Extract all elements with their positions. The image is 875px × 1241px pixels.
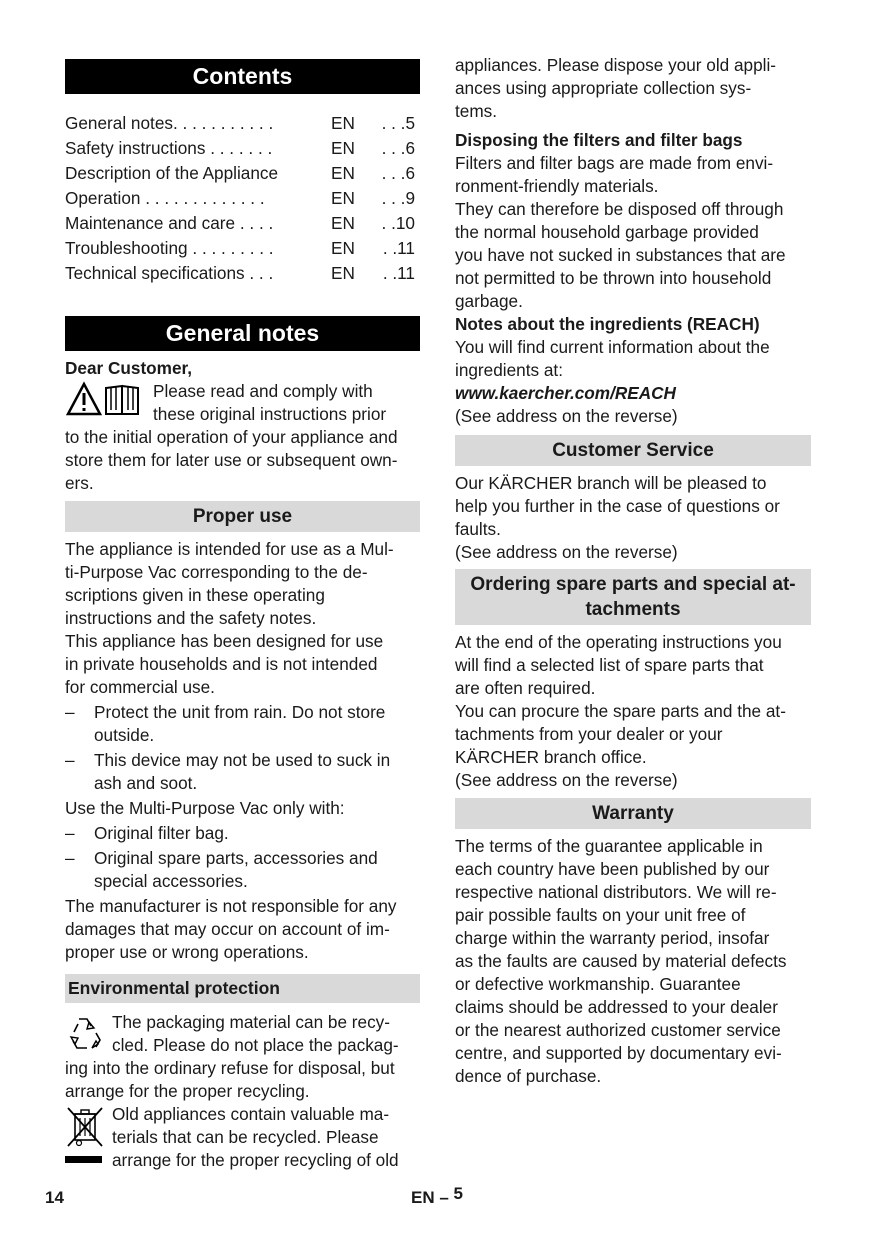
reach-text: You will find current information about the ingredients at: [455, 337, 770, 380]
toc-entry[interactable] [65, 236, 420, 261]
greeting: Dear Customer, [65, 358, 193, 378]
toc-entry-page: . .10 [381, 213, 415, 233]
toc-entry-page: . .11 [382, 263, 415, 283]
language-page-number: 5 [453, 1184, 463, 1203]
intro-text-rest: to the initial operation of your appliance and store them for later use or subsequent own- ers. [65, 427, 398, 493]
language-page-label [411, 1184, 463, 1208]
toc-entry[interactable] [65, 161, 420, 186]
toc-entry-title: General notes. . . . . . . . . . . [65, 113, 274, 133]
list-item-text: Protect the unit from rain. Do not store outside. [94, 702, 386, 745]
toc-entry-lang: EN [331, 138, 355, 158]
proper-use-list-2 [65, 822, 420, 893]
proper-use-list-1 [65, 701, 420, 795]
warranty-heading: Warranty [455, 798, 811, 829]
list-item [65, 749, 420, 795]
intro-text-first: Please read and comply with these original instructions prior [153, 381, 387, 424]
list-item [65, 701, 420, 747]
customer-service-text: Our KÄRCHER branch will be pleased to help you further in the case of questions or faults. (See address on the reverse) [455, 473, 780, 562]
toc-entry-page: . . .6 [381, 163, 415, 183]
environmental-protection-heading: Environmental protection [65, 974, 420, 1003]
crossed-bin-icon [65, 1106, 105, 1171]
packaging-text-rest: ing into the ordinary refuse for disposal, but arrange for the proper recycling. [65, 1058, 395, 1101]
toc-entry-lang: EN [331, 263, 355, 283]
page-number: 14 [45, 1188, 64, 1207]
toc-entry-title: Troubleshooting . . . . . . . . . [65, 238, 274, 258]
toc-entry[interactable] [65, 186, 420, 211]
filters-text: Filters and filter bags are made from envi- ronment-friendly materials. They can therefore be disposed off through the normal household garbage provided you have not sucked in substances that are not permitted to be thrown into household garbage. [455, 153, 786, 311]
toc-entry[interactable] [65, 136, 420, 161]
language-label: EN – [411, 1188, 449, 1207]
bullet-dash: – [65, 750, 75, 770]
toc-entry-title: Maintenance and care . . . . [65, 213, 274, 233]
old-appliances-text: Old appliances contain valuable ma- terials that can be recycled. Please arrange for the proper recycling of old [112, 1104, 399, 1170]
use-only-with: Use the Multi-Purpose Vac only with: [65, 798, 345, 818]
toc-entry-page: . .11 [382, 238, 415, 258]
reach-note: (See address on the reverse) [455, 406, 678, 426]
filters-heading: Disposing the filters and filter bags [455, 130, 743, 150]
warranty-text: The terms of the guarantee applicable in each country have been published by our respective national distributors. We will re- pair possible faults on your unit free of charge within the warranty period, insofar as the faults are caused by material defects or defective workmanship. Guarantee claims should be addressed to your dealer or the nearest authorized customer service centre, and supported by documentary evi- dence of purchase. [455, 836, 787, 1086]
manufacturer-liability: The manufacturer is not responsible for any damages that may occur on account of im- proper use or wrong operations. [65, 896, 397, 962]
contents-heading: Contents [65, 59, 420, 94]
toc-entry-lang: EN [331, 213, 355, 233]
packaging-text-first: The packaging material can be recy- cled. Please do not place the packag- [112, 1012, 399, 1055]
table-of-contents [65, 111, 420, 286]
toc-entry-page: . . .5 [381, 113, 415, 133]
toc-entry-page: . . .6 [381, 138, 415, 158]
bullet-dash: – [65, 823, 75, 843]
proper-use-heading: Proper use [65, 501, 420, 532]
right-column [455, 0, 811, 1088]
recycling-icon [65, 1013, 107, 1060]
old-appliances-block [65, 1103, 420, 1172]
bullet-dash: – [65, 702, 75, 722]
toc-entry-title: Operation . . . . . . . . . . . . . [65, 188, 265, 208]
toc-entry-lang: EN [331, 238, 355, 258]
toc-entry-lang: EN [331, 163, 355, 183]
list-item-text: Original filter bag. [94, 823, 229, 843]
toc-entry-title: Description of the Appliance [65, 163, 279, 183]
packaging-block [65, 1011, 420, 1103]
customer-service-heading: Customer Service [455, 435, 811, 466]
spare-parts-text: At the end of the operating instructions you will find a selected list of spare parts that are often required. You can procure the spare parts and the at- tachments from your dealer or your KÄRCHER branch office. (See address on the reverse) [455, 632, 786, 790]
general-notes-heading: General notes [65, 316, 420, 351]
proper-use-text: The appliance is intended for use as a Mul- ti-Purpose Vac corresponding to the de- scriptions given in these operating instructions and the safety notes. This appliance has been designed for use in private households and is not intended for commercial use. [65, 539, 394, 697]
toc-entry[interactable] [65, 261, 420, 286]
reach-heading: Notes about the ingredients (REACH) [455, 314, 760, 334]
toc-entry-title: Safety instructions . . . . . . . [65, 138, 273, 158]
toc-entry-page: . . .9 [381, 188, 415, 208]
toc-entry[interactable] [65, 111, 420, 136]
toc-entry-title: Technical specifications . . . [65, 263, 274, 283]
toc-entry-lang: EN [331, 113, 355, 133]
bullet-dash: – [65, 848, 75, 868]
list-item [65, 847, 420, 893]
warning-manual-icon [65, 380, 145, 425]
old-appliances-continued: appliances. Please dispose your old appli- ances using appropriate collection sys- tems. [455, 55, 777, 121]
toc-entry[interactable] [65, 211, 420, 236]
list-item-text: This device may not be used to suck in ash and soot. [94, 750, 391, 793]
list-item [65, 822, 420, 845]
spare-parts-heading: Ordering spare parts and special at- tachments [455, 569, 811, 625]
toc-entry-lang: EN [331, 188, 355, 208]
reach-link[interactable]: www.kaercher.com/REACH [455, 383, 676, 403]
left-column [65, 0, 420, 1172]
list-item-text: Original spare parts, accessories and special accessories. [94, 848, 378, 891]
intro-block [65, 380, 420, 495]
